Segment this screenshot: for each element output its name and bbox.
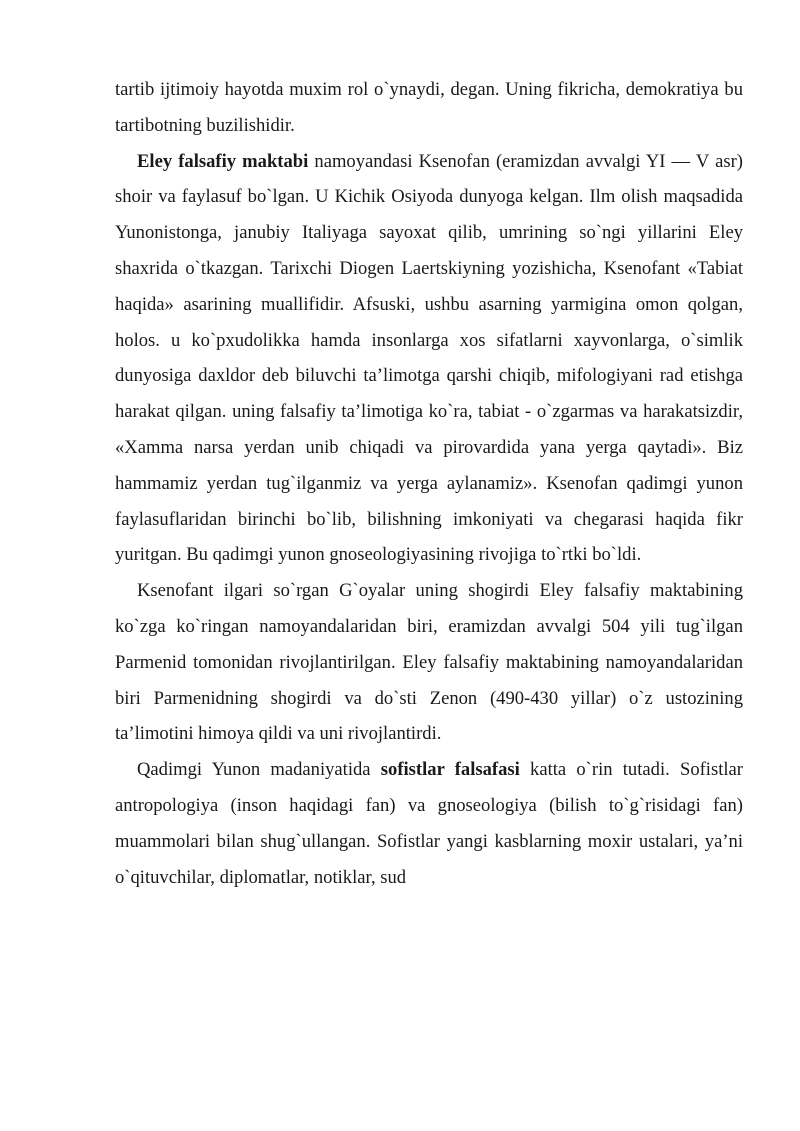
paragraph-4-text-before: Qadimgi Yunon madaniyatida	[137, 759, 381, 781]
document-page	[115, 72, 743, 895]
paragraph-4	[115, 752, 743, 895]
paragraph-3	[115, 573, 743, 752]
paragraph-1	[115, 72, 743, 144]
paragraph-4-text-after: katta o`rin tutadi. Sofistlar antropologiya (inson haqidagi fan) va gnoseologiya (bilish to`g`risidagi fan) muammolari bilan shug`ullangan. Sofistlar yangi kasblarning moxir ustalari, ya’ni o`qituvchilar, diplomatlar, notiklar, sud	[115, 759, 743, 888]
paragraph-1-text: tartib ijtimoiy hayotda muxim rol o`ynaydi, degan. Uning fikricha, demokratiya bu tartibotning buzilishidir.	[115, 79, 743, 136]
paragraph-2-text: namoyandasi Ksenofan (eramizdan avvalgi YI — V asr) shoir va faylasuf bo`lgan. U Kichik Osiyoda dunyoga kelgan. Ilm olish maqsadida Yunonistonga, janubiy Italiyaga sayoxat qilib, umrining so`ngi yillarini Eley shaxrida o`tkazgan. Tarixchi Diogen Laertskiyning yozishicha, Ksenofant «Tabiat haqida» asarining muallifidir. Afsuski, ushbu asarning yarmigina omon qolgan, holos. u ko`pxudolikka hamda insonlarga xos sifatlarni xayvonlarga, o`simlik dunyosiga daxldor deb biluvchi ta’limotga qarshi chiqib, mifologiyani rad etishga harakat qilgan. uning falsafiy ta’limotiga ko`ra, tabiat - o`zgarmas va harakatsizdir, «Xamma narsa yerdan unib chiqadi va pirovardida yana yerga qaytadi». Biz hammamiz yerdan tug`ilganmiz va yerga aylanamiz». Ksenofan qadimgi yunon faylasuflaridan birinchi bo`lib, bilishning imkoniyati va chegarasi haqida fikr yuritgan. Bu qadimgi yunon gnoseologiyasining rivojiga to`rtki bo`ldi.	[115, 150, 743, 566]
paragraph-4-heading: sofistlar falsafasi	[380, 759, 520, 781]
paragraph-2	[115, 144, 743, 574]
paragraph-3-text: Ksenofant ilgari so`rgan G`oyalar uning shogirdi Eley falsafiy maktabining ko`zga ko`ringan namoyandalaridan biri, eramizdan avvalgi 504 yili tug`ilgan Parmenid tomonidan rivojlantirilgan. Eley falsafiy maktabining namoyandalaridan biri Parmenidning shogirdi va do`sti Zenon (490-430 yillar) o`z ustozining ta’limotini himoya qildi va uni rivojlantirdi.	[115, 580, 743, 745]
paragraph-2-heading: Eley falsafiy maktabi	[137, 150, 309, 172]
